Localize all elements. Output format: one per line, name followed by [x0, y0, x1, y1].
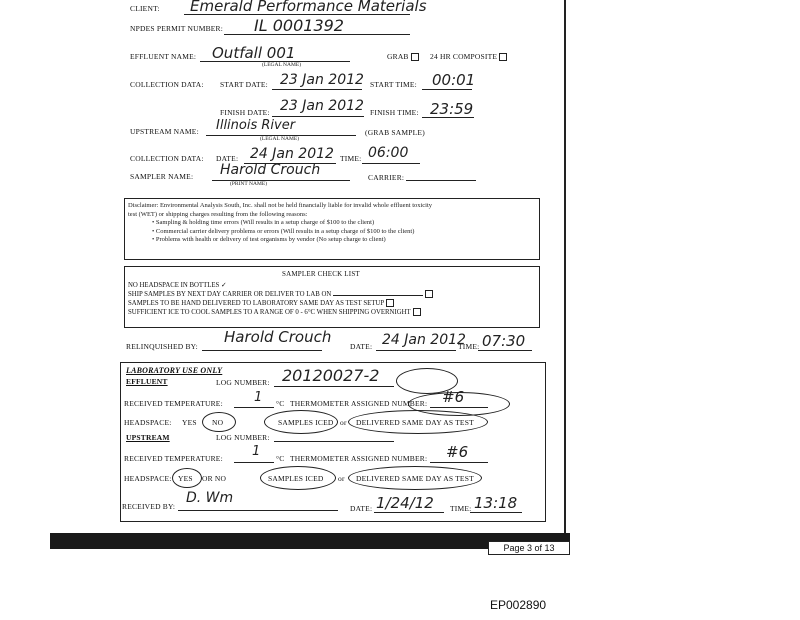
- grab-checkbox[interactable]: GRAB: [387, 52, 419, 61]
- sampler-print-caption: (PRINT NAME): [230, 181, 268, 187]
- relinquished-time-line: [478, 350, 532, 351]
- received-temp-label-2: RECEIVED TEMPERATURE:: [124, 454, 223, 463]
- upstream-time-value: 06:00: [368, 145, 409, 161]
- lab-log-label: LOG NUMBER:: [216, 378, 270, 387]
- sampler-name-label: SAMPLER NAME:: [130, 172, 194, 181]
- received-temp-value-2: 1: [252, 444, 261, 459]
- disclaimer-line-1: Disclaimer: Environmental Analysis South, Inc. shall not be held financially liable for invalid whole effluent toxicity: [128, 202, 433, 209]
- received-by-signature: D. Wm: [186, 490, 234, 506]
- upstream-date-label: DATE:: [216, 154, 239, 163]
- same-day-label[interactable]: DELIVERED SAME DAY AS TEST: [356, 418, 474, 427]
- relinquished-date-label: DATE:: [350, 342, 373, 351]
- received-temp-value: 1: [254, 390, 263, 405]
- headspace-yes[interactable]: YES: [182, 418, 197, 427]
- thermometer-label-2: THERMOMETER ASSIGNED NUMBER:: [290, 454, 428, 463]
- page-number: Page 3 of 13: [488, 541, 570, 555]
- relinquished-time-value: 07:30: [482, 332, 526, 350]
- temp-unit-2: °C: [276, 454, 285, 463]
- relinquished-label: RELINQUISHED BY:: [126, 342, 198, 351]
- thermometer-label: THERMOMETER ASSIGNED NUMBER:: [290, 399, 428, 408]
- carrier-label: CARRIER:: [368, 173, 405, 182]
- lab-log-line-2: [274, 441, 394, 442]
- effluent-legal-caption: (LEGAL NAME): [262, 62, 302, 68]
- finish-date-line: [272, 116, 364, 117]
- lab-effluent-label: EFFLUENT: [126, 377, 168, 386]
- start-time-value: 00:01: [432, 71, 476, 89]
- finish-date-label: FINISH DATE:: [220, 108, 270, 117]
- disclaimer-text: [128, 202, 432, 245]
- npdes-value: IL 0001392: [254, 16, 344, 35]
- received-date-label: DATE:: [350, 504, 373, 513]
- finish-time-label: FINISH TIME:: [370, 108, 419, 117]
- checklist-item-1[interactable]: NO HEADSPACE IN BOTTLES ✓: [128, 281, 227, 289]
- headspace-yes-2[interactable]: YES: [178, 474, 193, 483]
- checklist-title: SAMPLER CHECK LIST: [282, 270, 360, 278]
- upstream-date-value: 24 Jan 2012: [250, 146, 334, 162]
- start-time-label: START TIME:: [370, 80, 417, 89]
- received-by-line: [178, 510, 338, 511]
- checklist-item-4[interactable]: SUFFICIENT ICE TO COOL SAMPLES TO A RANGE OF 0 - 6°C WHEN SHIPPING OVERNIGHT: [128, 308, 433, 317]
- npdes-label: NPDES PERMIT NUMBER:: [130, 24, 224, 33]
- relinquished-line: [202, 350, 322, 351]
- headspace-no[interactable]: NO: [212, 418, 224, 427]
- upstream-grab-caption: (GRAB SAMPLE): [365, 128, 425, 137]
- lab-upstream-label: UPSTREAM: [126, 433, 170, 442]
- thermometer-value: #6: [442, 388, 465, 406]
- checklist-items: [128, 281, 433, 317]
- disclaimer-bullet-1: • Sampling & holding time errors (Will results in a setup charge of $100 to the client): [152, 219, 375, 226]
- start-date-value: 23 Jan 2012: [280, 72, 364, 88]
- start-date-line: [272, 89, 362, 90]
- effluent-name-value: Outfall 001: [212, 44, 296, 62]
- upstream-collection-label: COLLECTION DATA:: [130, 154, 204, 163]
- received-by-label: RECEIVED BY:: [122, 502, 176, 511]
- samples-iced-2[interactable]: SAMPLES ICED: [268, 474, 324, 483]
- lab-title: LABORATORY USE ONLY: [126, 366, 223, 375]
- same-day-circle: [348, 410, 488, 434]
- npdes-line: [224, 34, 410, 35]
- relinquished-signature: Harold Crouch: [224, 328, 332, 346]
- finish-time-value: 23:59: [430, 100, 474, 118]
- lab-log-value: 20120027-2: [282, 366, 380, 385]
- same-day-label-2[interactable]: DELIVERED SAME DAY AS TEST: [356, 474, 474, 483]
- disclaimer-line-2: test (WET) or shipping charges resulting from the following reasons:: [128, 210, 308, 218]
- headspace-yes-circle-2: [172, 468, 202, 488]
- effluent-name-label: EFFLUENT NAME:: [130, 52, 197, 61]
- or-label-2: or: [338, 474, 345, 483]
- same-day-circle-2: [348, 466, 482, 490]
- relinquished-time-label: TIME:: [458, 342, 480, 351]
- carrier-line: [406, 180, 476, 181]
- start-time-line: [422, 89, 472, 90]
- received-temp-line: [234, 407, 274, 408]
- upstream-name-value: Illinois River: [216, 118, 296, 133]
- received-date-value: 1/24/12: [376, 494, 434, 512]
- disclaimer-bullet-2: • Commercial carrier delivery problems or errors (Will results in a setup charge of $100 to the client): [152, 227, 415, 235]
- checklist-item-2[interactable]: SHIP SAMPLES BY NEXT DAY CARRIER OR DELIVER TO LAB ON: [128, 290, 433, 299]
- thermometer-line-2: [430, 462, 488, 463]
- received-time-value: 13:18: [474, 494, 518, 512]
- finish-time-line: [422, 117, 474, 118]
- client-line: [184, 14, 410, 15]
- upstream-time-label: TIME:: [340, 154, 362, 163]
- collection-label: COLLECTION DATA:: [130, 80, 204, 89]
- client-label: CLIENT:: [130, 4, 160, 13]
- upstream-time-line: [362, 163, 420, 164]
- headspace-label-2: HEADSPACE:: [124, 474, 172, 483]
- upstream-name-label: UPSTREAM NAME:: [130, 127, 199, 136]
- thermometer-value-2: #6: [446, 443, 469, 461]
- received-temp-line-2: [234, 462, 274, 463]
- bates-number: EP002890: [490, 598, 547, 612]
- samples-iced-circle: [264, 410, 338, 434]
- client-value: Emerald Performance Materials: [190, 0, 427, 15]
- start-date-label: START DATE:: [220, 80, 268, 89]
- samples-iced-circle-2: [260, 466, 336, 490]
- lab-log-label-2: LOG NUMBER:: [216, 433, 270, 442]
- form-page: [112, 0, 566, 540]
- checklist-item-3[interactable]: SAMPLES TO BE HAND DELIVERED TO LABORATORY SAME DAY AS TEST SETUP: [128, 299, 433, 308]
- samples-iced[interactable]: SAMPLES ICED: [278, 418, 334, 427]
- sampler-name-value: Harold Crouch: [220, 162, 321, 178]
- relinquished-date-line: [376, 350, 456, 351]
- lab-log-line: [274, 386, 394, 387]
- temp-unit: °C: [276, 399, 285, 408]
- disclaimer-bullet-3: • Problems with health or delivery of test organisms by vendor (No setup charge to client): [152, 236, 386, 243]
- or-label: or: [340, 418, 347, 427]
- finish-date-value: 23 Jan 2012: [280, 98, 364, 114]
- headspace-label: HEADSPACE:: [124, 418, 172, 427]
- headspace-or-no-2[interactable]: OR NO: [202, 474, 227, 483]
- headspace-no-circle: [202, 412, 236, 432]
- received-time-label: TIME:: [450, 504, 472, 513]
- composite-checkbox[interactable]: 24 HR COMPOSITE: [430, 52, 507, 61]
- received-time-line: [470, 512, 522, 513]
- relinquished-date-value: 24 Jan 2012: [382, 332, 466, 348]
- upstream-legal-caption: (LEGAL NAME): [260, 136, 300, 142]
- received-temp-label: RECEIVED TEMPERATURE:: [124, 399, 223, 408]
- received-date-line: [374, 512, 444, 513]
